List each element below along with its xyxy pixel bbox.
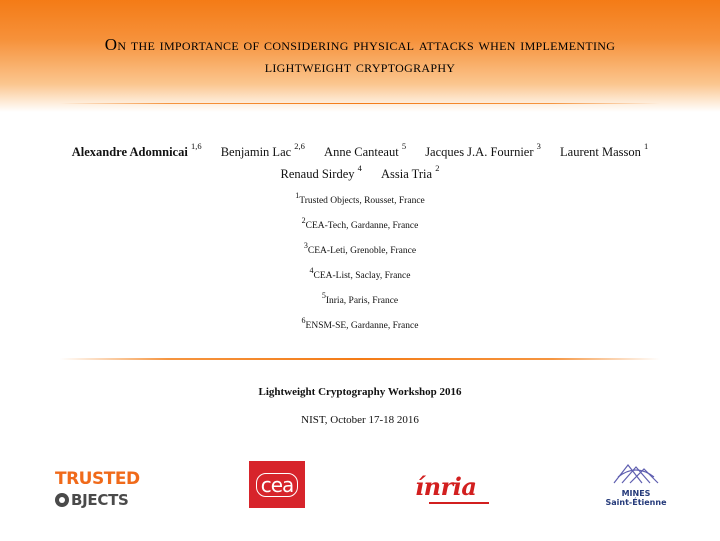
- top-separator: [60, 103, 660, 104]
- author-row-2: [0, 161, 720, 183]
- author-name: Benjamin Lac: [220, 145, 292, 160]
- author-name: Alexandre Adomnicai: [71, 145, 188, 160]
- slide-title: [0, 34, 720, 78]
- title-line-1: On the importance of considering physical attacks when implementing: [104, 35, 616, 54]
- affiliation-list: [0, 187, 720, 337]
- affiliation-3: [0, 237, 720, 262]
- event-date: NIST, October 17-18 2016: [301, 414, 419, 426]
- trusted-objects-logo: [55, 470, 147, 514]
- author-6: [281, 161, 362, 183]
- cea-logo: [249, 461, 305, 508]
- author-affil: 1,6: [190, 141, 202, 151]
- inria-logo-text: ínria: [415, 472, 477, 501]
- author-1: [72, 139, 202, 161]
- affiliation-number: 6: [301, 316, 306, 325]
- author-affil: 5: [401, 141, 407, 151]
- workshop-name: Lightweight Cryptography Workshop 2016: [258, 386, 462, 398]
- author-affil: 2: [435, 163, 440, 174]
- affiliation-text: Inria, Paris, France: [325, 296, 399, 307]
- mines-saint-etienne-logo: [604, 461, 668, 511]
- affiliation-number: 2: [301, 216, 306, 225]
- author-name: Assia Tria: [381, 167, 433, 182]
- trusted-objects-logo-text: TRUSTED: [55, 469, 140, 489]
- author-affil: 3: [536, 141, 541, 151]
- affiliation-number: 3: [303, 241, 308, 250]
- author-row-1: [0, 139, 720, 161]
- inria-logo: [415, 474, 500, 510]
- affiliation-number: 1: [295, 191, 300, 200]
- author-affil: 4: [357, 163, 362, 174]
- affiliation-text: ENSM-SE, Gardanne, France: [305, 321, 419, 332]
- affiliation-5: [0, 287, 720, 312]
- affiliation-2: [0, 212, 720, 237]
- author-affil: 1: [644, 141, 649, 151]
- author-5: [560, 139, 648, 161]
- cea-logo-text: cea: [256, 473, 299, 497]
- mines-emblem-icon: [608, 461, 664, 489]
- affiliation-number: 4: [309, 266, 314, 275]
- author-name: Anne Canteaut: [324, 145, 399, 160]
- trusted-objects-logo-row: [55, 491, 147, 509]
- affiliation-1: [0, 187, 720, 212]
- author-2: [221, 139, 305, 161]
- affiliation-4: [0, 262, 720, 287]
- author-3: [324, 139, 406, 161]
- affiliation-text: Trusted Objects, Rousset, France: [299, 196, 425, 207]
- affiliation-text: CEA-Tech, Gardanne, France: [305, 221, 419, 232]
- affiliation-number: 5: [321, 291, 326, 300]
- author-name: Renaud Sirdey: [280, 167, 355, 182]
- trusted-objects-logo-subtext: BJECTS: [71, 491, 129, 509]
- objects-o-icon: [55, 493, 69, 507]
- inria-logo-underline: [429, 502, 489, 504]
- author-list: [0, 139, 720, 183]
- author-4: [425, 139, 541, 161]
- mines-logo-line-2: Saint-Étienne: [605, 498, 667, 507]
- affiliation-text: CEA-List, Saclay, France: [313, 271, 411, 282]
- author-name: Laurent Masson: [560, 145, 641, 160]
- affiliation-text: CEA-Leti, Grenoble, France: [307, 246, 417, 257]
- bottom-separator: [60, 358, 660, 360]
- author-7: [381, 161, 439, 183]
- mines-logo-line-1: MINES: [621, 489, 651, 498]
- affiliation-6: [0, 312, 720, 337]
- title-line-2: lightweight cryptography: [264, 57, 456, 76]
- author-name: Jacques J.A. Fournier: [425, 145, 534, 160]
- author-affil: 2,6: [294, 141, 305, 151]
